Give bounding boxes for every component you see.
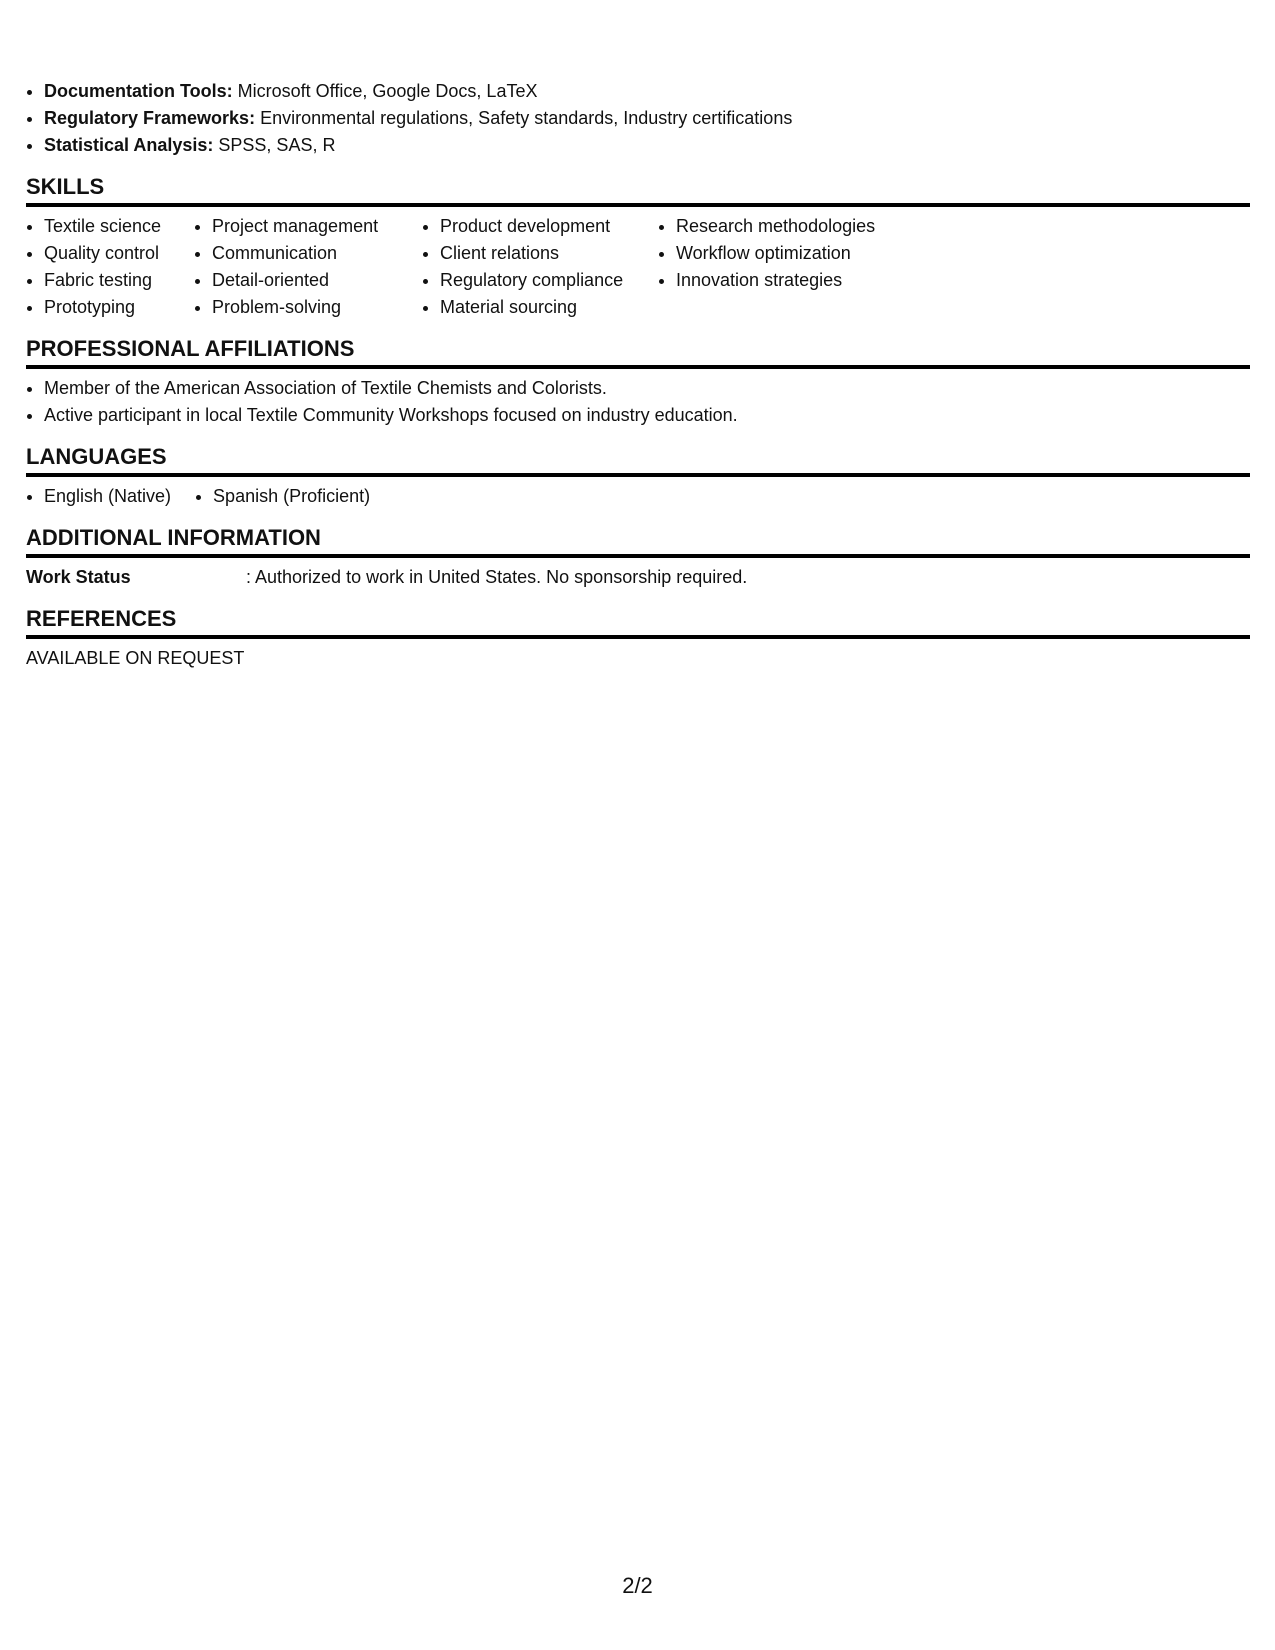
references-section <box>26 605 1250 672</box>
skill-item: • Problem-solving <box>212 294 422 321</box>
resume-page <box>26 78 1250 672</box>
page-number: 2/2 <box>622 1573 653 1598</box>
skill-item: • Workflow optimization <box>676 240 936 267</box>
list-item: • Active participant in local Textile Community Workshops focused on industry education. <box>44 402 1250 429</box>
languages-row <box>26 483 1250 510</box>
item-value: Environmental regulations, Safety standards, Industry certifications <box>255 108 793 128</box>
skills-section <box>26 173 1250 321</box>
work-status-label: Work Status <box>26 567 131 587</box>
affiliations-section <box>26 335 1250 429</box>
skill-item: • Research methodologies <box>676 213 936 240</box>
skills-column <box>26 213 194 321</box>
skill-item: • Detail-oriented <box>212 267 422 294</box>
references-text: AVAILABLE ON REQUEST <box>26 648 245 668</box>
section-heading: PROFESSIONAL AFFILIATIONS <box>26 335 1250 369</box>
skill-item: • Project management <box>212 213 422 240</box>
skill-item: • Quality control <box>44 240 194 267</box>
additional-info-section <box>26 524 1250 591</box>
item-value: Microsoft Office, Google Docs, LaTeX <box>232 81 538 101</box>
section-heading: ADDITIONAL INFORMATION <box>26 524 1250 558</box>
languages-section <box>26 443 1250 510</box>
technical-skills-list <box>26 78 1250 159</box>
skill-item: • Regulatory compliance <box>440 267 658 294</box>
skill-item: • Innovation strategies <box>676 267 936 294</box>
affiliations-list <box>26 375 1250 429</box>
skills-grid <box>26 213 1250 321</box>
skill-item: • Prototyping <box>44 294 194 321</box>
section-heading: REFERENCES <box>26 605 1250 639</box>
work-status-row <box>26 564 1250 591</box>
list-item: • Member of the American Association of Textile Chemists and Colorists. <box>44 375 1250 402</box>
list-item <box>44 105 1250 132</box>
skill-item: • Material sourcing <box>440 294 658 321</box>
section-heading: LANGUAGES <box>26 443 1250 477</box>
section-heading: SKILLS <box>26 173 1250 207</box>
skills-column <box>194 213 422 321</box>
skill-item: • Client relations <box>440 240 658 267</box>
skill-item: • Fabric testing <box>44 267 194 294</box>
item-value: SPSS, SAS, R <box>213 135 336 155</box>
list-item <box>44 78 1250 105</box>
item-label: Regulatory Frameworks: <box>44 108 256 128</box>
work-status-value: : Authorized to work in United States. No sponsorship required. <box>246 567 748 587</box>
skill-item: • Textile science <box>44 213 194 240</box>
language-item: • English (Native) <box>44 483 171 510</box>
list-item <box>44 132 1250 159</box>
language-item: • Spanish (Proficient) <box>213 483 370 510</box>
item-label: Documentation Tools: <box>44 81 233 101</box>
skills-column <box>422 213 658 321</box>
languages-list <box>26 483 412 510</box>
skills-column <box>658 213 936 321</box>
skill-item: • Communication <box>212 240 422 267</box>
item-label: Statistical Analysis: <box>44 135 214 155</box>
skill-item: • Product development <box>440 213 658 240</box>
